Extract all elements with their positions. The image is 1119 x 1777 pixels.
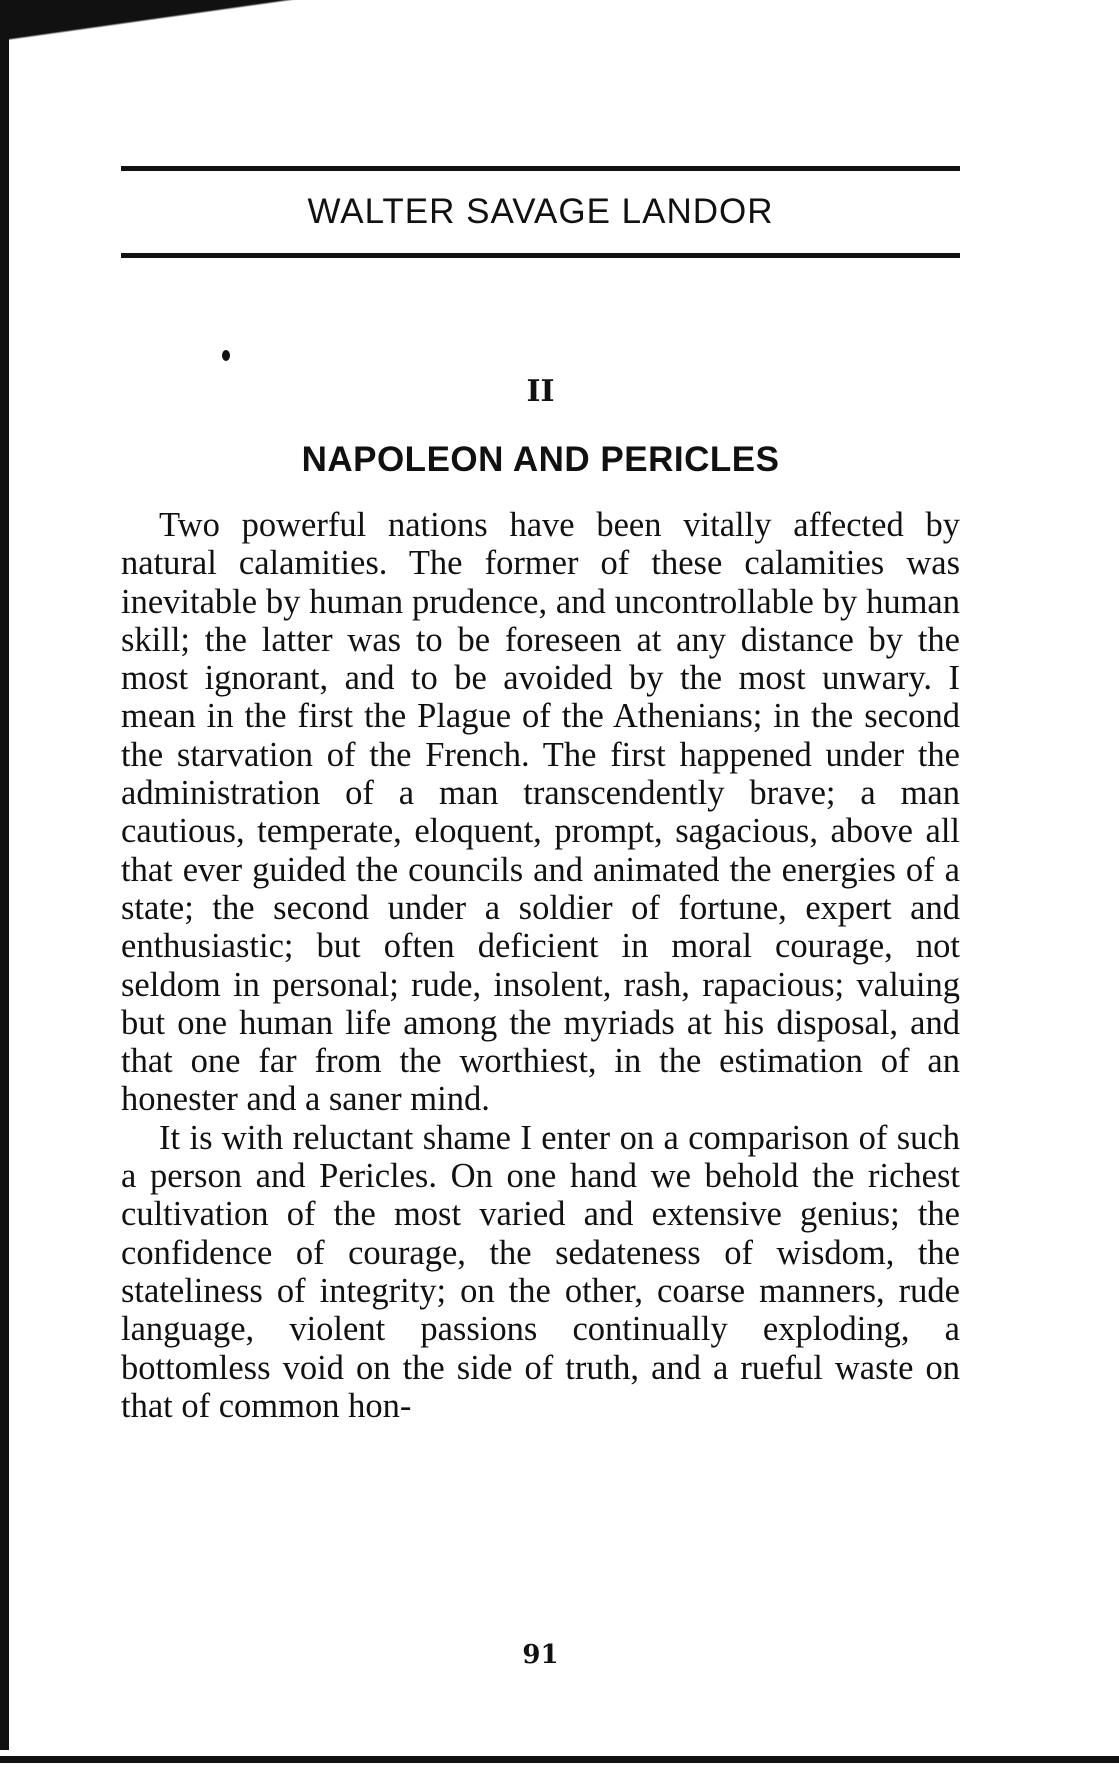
- paragraph: Two powerful nations have been vitally affected by natural calamities. The former of these calamities was inevitable by human prudence, and uncontrollable by human skill; the latter was to be foreseen at any distance by the most ignorant, and to be avoided by the most unwary. I mean in the first the Plague of the Athenians; in the second the starvation of the French. The first happened under the administration of a man transcendently brave; a man cautious, temperate, eloquent, prompt, sagacious, above all that ever guided the councils and animated the energies of a state; the second under a soldier of fortune, expert and enthusiastic; but often deficient in moral courage, not seldom in personal; rude, insolent, rash, rapacious; valuing but one human life among the myriads at his disposal, and that one far from the worthiest, in the estimation of an honester and a saner mind.: [121, 506, 960, 1119]
- running-head: WALTER SAVAGE LANDOR: [307, 192, 774, 231]
- chapter-title: NAPOLEON AND PERICLES: [301, 440, 780, 479]
- header-rule-top: [121, 166, 960, 171]
- scan-edge-bottom: [0, 1756, 1119, 1763]
- paragraph: It is with reluctant shame I enter on a comparison of such a person and Pericles. On one hand we behold the richest cultivation of the most varied and extensive genius; the confidence of courage, the sedateness of wisdom, the stateliness of integrity; on the other, coarse manners, rude language, violent passions continually exploding, a bottomless void on the side of truth, and a rueful waste on that of common hon-: [121, 1118, 960, 1425]
- scan-edge-top: [0, 0, 330, 58]
- header-rule-bottom: [121, 253, 960, 258]
- page-number: 91: [522, 1640, 559, 1670]
- chapter-number: II: [526, 374, 555, 409]
- ink-speck: [222, 350, 230, 361]
- body-text: [121, 506, 960, 1425]
- scan-edge-left: [0, 30, 9, 1750]
